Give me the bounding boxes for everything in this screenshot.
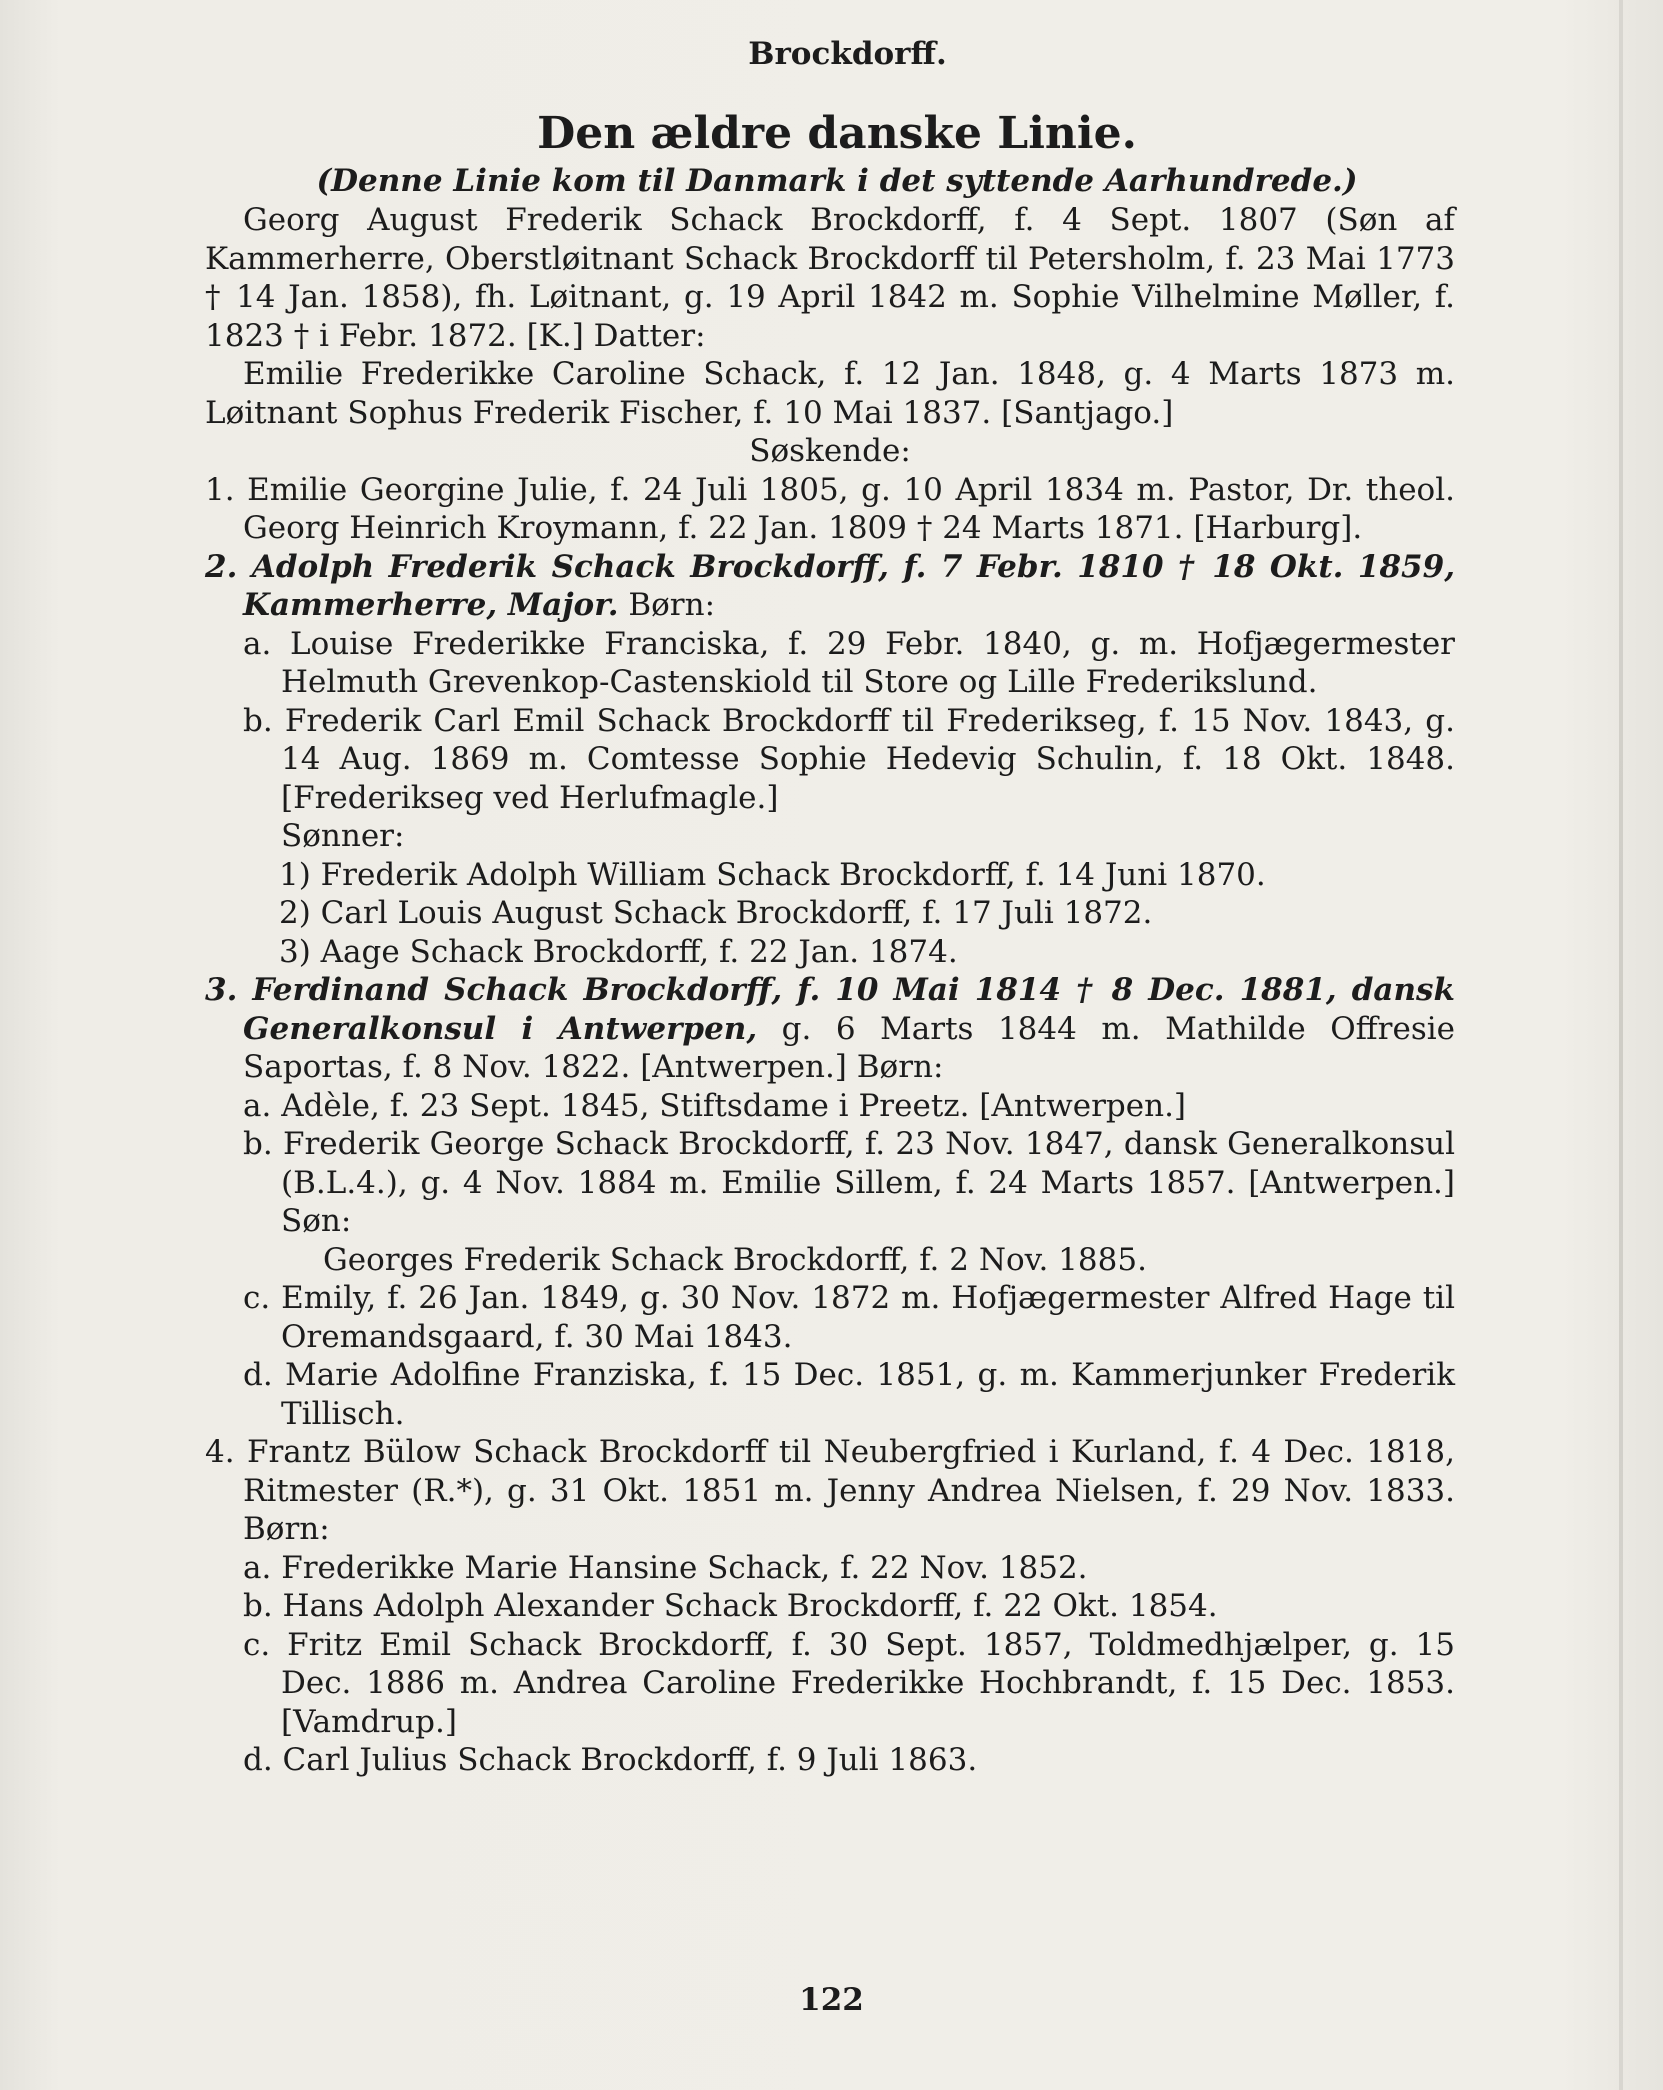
child-entry-4a: a. Frederikke Marie Hansine Schack, f. 22 Nov. 1852. (243, 1549, 1088, 1586)
grandchild-entry-3: 3) Aage Schack Brockdorff, f. 22 Jan. 1874. (279, 933, 958, 970)
sons-label: Sønner: (281, 818, 405, 854)
siblings-heading: Søskende: (749, 433, 911, 469)
sibling-entry-1: 1. Emilie Georgine Julie, f. 24 Juli 1805, g. 10 April 1834 m. Pastor, Dr. theol. Georg Heinrich Kroymann, f. 22 Jan. 1809 † 24 Marts 1871. [Harburg]. (205, 471, 1455, 546)
sibling-entry-4: 4. Frantz Bülow Schack Brockdorff til Neubergfried i Kurland, f. 4 Dec. 1818, Ritmester (R.*), g. 31 Okt. 1851 m. Jenny Andrea Nielsen, f. 29 Nov. 1833. Børn: (205, 1434, 1455, 1547)
child-entry-3c: c. Emily, f. 26 Jan. 1849, g. 30 Nov. 1872 m. Hofjægermester Alfred Hage til Oremandsgaard, f. 30 Mai 1843. (243, 1280, 1455, 1355)
sibling-entry-3 (205, 971, 1455, 1087)
child-entry-2a: a. Louise Frederikke Franciska, f. 29 Febr. 1840, g. m. Hofjægermester Helmuth Grevenkop-Castenskiold til Store og Lille Frederikslund. (243, 625, 1455, 700)
running-head: Brockdorff. (748, 36, 947, 72)
child-entry-3b: b. Frederik George Schack Brockdorff, f. 23 Nov. 1847, dansk Generalkonsul (B.L.4.), g. 4 Nov. 1884 m. Emilie Sillem, f. 24 Marts 1857. [Antwerpen.] Søn: (243, 1126, 1455, 1239)
page-number: 122 (799, 1982, 864, 2018)
daughter-entry: Emilie Frederikke Caroline Schack, f. 12 Jan. 1848, g. 4 Marts 1873 m. Løitnant Sophus Frederik Fischer, f. 10 Mai 1837. [Santjago.] (205, 356, 1455, 431)
sibling-entry-2-name: 2. Adolph Frederik Schack Brockdorff, f. 7 Febr. 1810 † 18 Okt. 1859, Kammerherre, Major. (205, 548, 1455, 623)
page-spine-shadow (1619, 0, 1623, 2090)
grandchild-entry-2: 2) Carl Louis August Schack Brockdorff, f. 17 Juli 1872. (279, 895, 1153, 931)
sibling-entry-3-marriage: g. 6 Marts 1844 m. Mathilde Offresie Saportas, f. 8 Nov. 1822. [Antwerpen.] Børn: (243, 1010, 1455, 1085)
child-entry-4c: c. Fritz Emil Schack Brockdorff, f. 30 Sept. 1857, Toldmedhjælper, g. 15 Dec. 1886 m. Andrea Caroline Frederikke Hochbrandt, f. 15 Dec. 1853. [Vamdrup.] (243, 1626, 1455, 1740)
child-entry-4b: b. Hans Adolph Alexander Schack Brockdorff, f. 22 Okt. 1854. (243, 1588, 1218, 1624)
child-entry-3a: a. Adèle, f. 23 Sept. 1845, Stiftsdame i Preetz. [Antwerpen.] (243, 1087, 1187, 1124)
sibling-entry-2 (205, 548, 1455, 625)
child-entry-4d: d. Carl Julius Schack Brockdorff, f. 9 Juli 1863. (243, 1742, 978, 1778)
intro-entry: Georg August Frederik Schack Brockdorff, f. 4 Sept. 1807 (Søn af Kammerherre, Oberstløitnant Schack Brockdorff til Petersholm, f. 23 Mai 1773 † 14 Jan. 1858), fh. Løitnant, g. 19 April 1842 m. Sophie Vilhelmine Møller, f. 1823 † i Febr. 1872. [K.] Datter: (205, 202, 1455, 354)
child-entry-3d: d. Marie Adolfine Franziska, f. 15 Dec. 1851, g. m. Kammerjunker Frederik Tillisch. (243, 1357, 1455, 1432)
grandchild-entry-3b: Georges Frederik Schack Brockdorff, f. 2 Nov. 1885. (323, 1241, 1147, 1278)
sibling-entry-3-name: 3. Ferdinand Schack Brockdorff, f. 10 Mai 1814 † 8 Dec. 1881, dansk Generalkonsul i Antwerpen, (205, 972, 1455, 1047)
sibling-entry-2-children-label: Børn: (628, 587, 716, 623)
page-content (205, 36, 1455, 1780)
section-title: Den ældre danske Linie. (537, 108, 1137, 159)
section-subtitle: (Denne Linie kom til Danmark i det syttende Aarhundrede.) (316, 163, 1358, 199)
genealogy-text (205, 201, 1455, 1780)
child-entry-2b: b. Frederik Carl Emil Schack Brockdorff til Frederikseg, f. 15 Nov. 1843, g. 14 Aug. 1869 m. Comtesse Sophie Hedevig Schulin, f. 18 Okt. 1848. [Frederikseg ved Herlufmagle.] (243, 702, 1455, 816)
grandchild-entry-1: 1) Frederik Adolph William Schack Brockdorff, f. 14 Juni 1870. (279, 856, 1266, 893)
